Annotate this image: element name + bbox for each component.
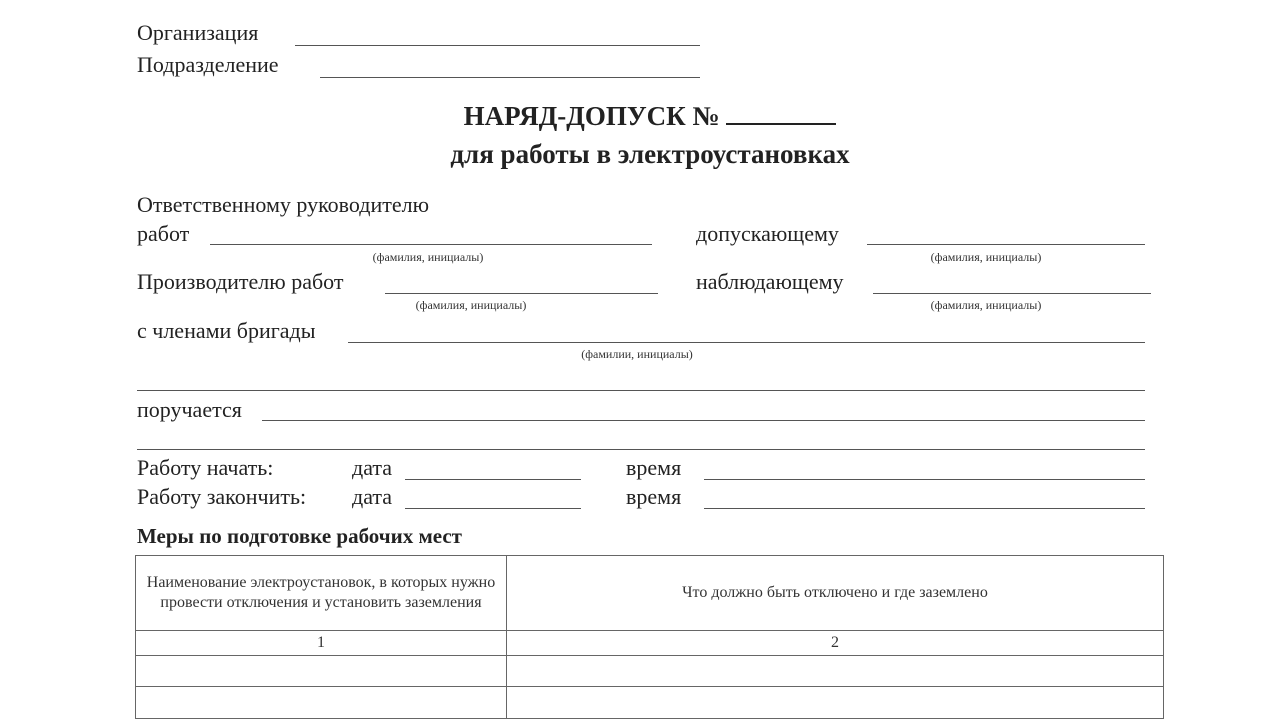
observer-field[interactable] [873, 293, 1151, 294]
column-header-installations: Наименование электроустановок, в которых нужно провести отключения и установить заземления [136, 556, 507, 631]
document-subtitle: для работы в электроустановках [450, 139, 850, 169]
start-label: Работу начать: [137, 455, 274, 480]
permit-number-field[interactable] [726, 101, 836, 125]
producer-label: Производителю работ [137, 269, 344, 294]
producer-field[interactable] [385, 293, 658, 294]
column-number-1: 1 [136, 631, 507, 656]
observer-label: наблюдающему [696, 269, 844, 294]
table-cell[interactable] [136, 656, 507, 687]
responsible-hint: (фамилия, инициалы) [372, 250, 484, 264]
responsible-manager-field[interactable] [210, 244, 652, 245]
table-header-row [136, 556, 1164, 631]
measures-table [135, 555, 1164, 719]
organization-field[interactable] [295, 45, 700, 46]
title-text: НАРЯД-ДОПУСК № [463, 101, 720, 131]
table-cell[interactable] [507, 656, 1164, 687]
end-date-label: дата [352, 484, 393, 509]
table-cell[interactable] [507, 687, 1164, 719]
column-number-row [136, 631, 1164, 656]
column-header-disconnect-ground: Что должно быть отключено и где заземлено [507, 556, 1164, 631]
start-time-label: время [626, 455, 682, 480]
admitting-label: допускающему [696, 221, 839, 246]
measures-section-title: Меры по подготовке рабочих мест [137, 524, 462, 548]
entrusted-field-continued[interactable] [137, 449, 1145, 450]
table-row [136, 687, 1164, 719]
brigade-label: с членами бригады [137, 318, 316, 343]
subdivision-field[interactable] [320, 77, 700, 78]
end-date-field[interactable] [405, 508, 581, 509]
end-label: Работу закончить: [137, 484, 307, 509]
observer-hint: (фамилия, инициалы) [930, 298, 1042, 312]
responsible-label-line1: Ответственному руководителю [137, 192, 430, 217]
start-time-field[interactable] [704, 479, 1145, 480]
responsible-label-line2: работ [137, 221, 190, 246]
document-title [0, 100, 1280, 132]
admitting-hint: (фамилия, инициалы) [930, 250, 1042, 264]
brigade-field[interactable] [348, 342, 1145, 343]
organization-label: Организация [137, 20, 259, 45]
producer-hint: (фамилия, инициалы) [415, 298, 527, 312]
entrusted-field[interactable] [262, 420, 1145, 421]
start-date-field[interactable] [405, 479, 581, 480]
end-time-field[interactable] [704, 508, 1145, 509]
table-row [136, 656, 1164, 687]
table-cell[interactable] [136, 687, 507, 719]
admitting-field[interactable] [867, 244, 1145, 245]
subdivision-label: Подразделение [137, 52, 279, 77]
start-date-label: дата [352, 455, 393, 480]
column-number-2: 2 [507, 631, 1164, 656]
brigade-hint: (фамилии, инициалы) [581, 347, 693, 361]
end-time-label: время [626, 484, 682, 509]
brigade-field-continued[interactable] [137, 390, 1145, 391]
entrusted-label: поручается [137, 397, 242, 422]
